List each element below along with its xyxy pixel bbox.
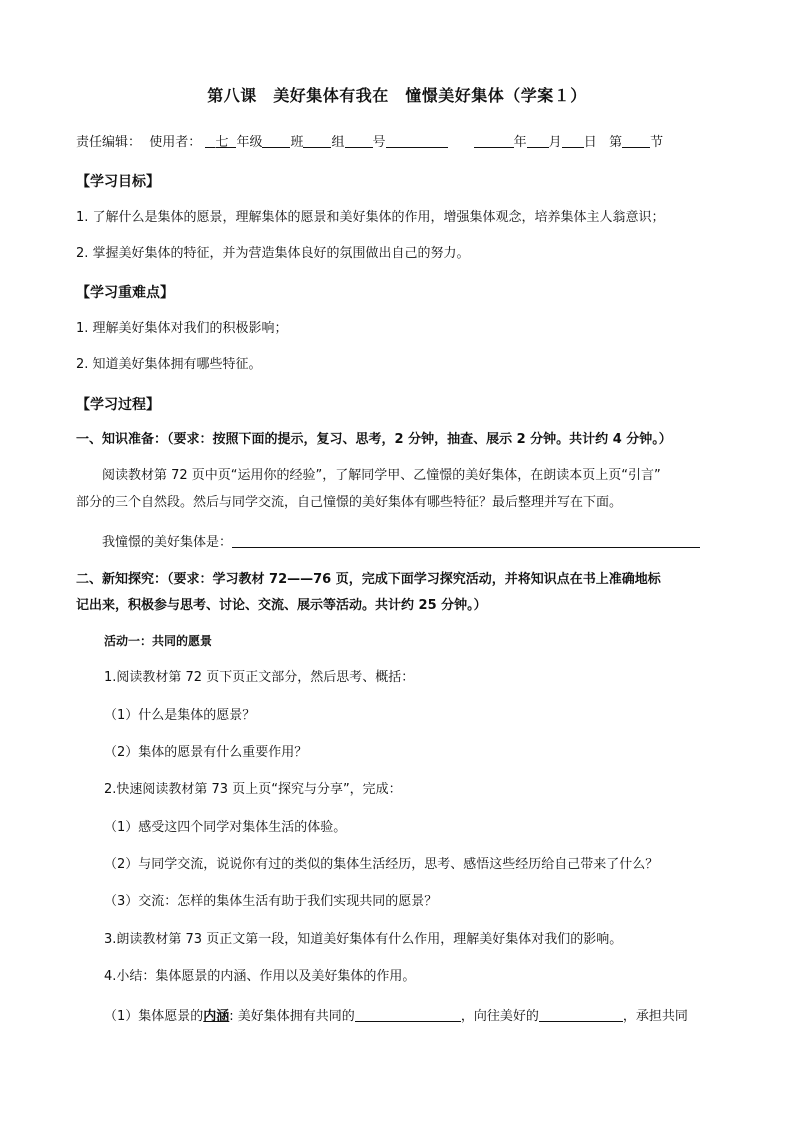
part2-line-6: （2）与同学交流，说说你有过的类似的集体生活经历，思考、感悟这些经历给自己带来了什么？ xyxy=(104,857,659,872)
part2-line-5: （1）感受这四个同学对集体生活的体验。 xyxy=(104,820,347,835)
period-prefix: 第 xyxy=(609,135,623,150)
summary-mid-3: ，承担共同 xyxy=(622,1009,688,1024)
summary-mid-2: ，向往美好的 xyxy=(460,1009,539,1024)
month-label: 月 xyxy=(548,135,562,150)
shared-blank[interactable] xyxy=(355,1007,461,1022)
part1-fill-line xyxy=(102,533,700,553)
number-label: 号 xyxy=(372,135,386,150)
summary-mid-1: : 美好集体拥有共同的 xyxy=(229,1009,355,1024)
key-point-item-1: 1. 理解美好集体对我们的积极影响； xyxy=(76,321,288,336)
grade-value: 七 xyxy=(215,135,229,150)
period-label: 节 xyxy=(650,135,664,150)
day-label: 日 xyxy=(583,135,597,150)
group-blank[interactable] xyxy=(303,133,331,148)
summary-prefix: （1）集体愿景的 xyxy=(104,1009,204,1024)
part2-heading-line-1: 二、新知探究：（要求：学习教材 72——76 页，完成下面学习探究活动，并将知识点在书上准确地标 xyxy=(76,572,661,587)
page-title: 第八课 美好集体有我在 憧憬美好集体（学案１） xyxy=(207,86,587,105)
objective-item-1: 1. 了解什么是集体的愿景，理解集体的愿景和美好集体的作用，增强集体观念，培养集体主人翁意识； xyxy=(76,210,665,225)
editor-label: 责任编辑： xyxy=(76,135,142,150)
part2-line-7: （3）交流：怎样的集体生活有助于我们实现共同的愿景？ xyxy=(104,894,438,909)
class-label: 班 xyxy=(290,135,304,150)
class-blank[interactable] xyxy=(262,133,290,148)
part2-heading-line-2: 记出来，积极参与思考、讨论、交流、展示等活动。共计约 25 分钟。） xyxy=(76,598,487,613)
part2-line-8: 3.朗读教材第 73 页正文第一段，知道美好集体有什么作用，理解美好集体对我们的影响。 xyxy=(104,932,623,947)
activity-1-title: 活动一：共同的愿景 xyxy=(104,634,213,648)
key-points-heading: 【学习重难点】 xyxy=(76,285,174,301)
process-heading: 【学习过程】 xyxy=(76,397,160,413)
part2-line-3: （2）集体的愿景有什么重要作用？ xyxy=(104,745,308,760)
grade-label: 年级 xyxy=(236,135,263,150)
part2-line-1: 1.阅读教材第 72 页下页正文部分，然后思考、概括： xyxy=(104,670,415,685)
part2-line-9: 4.小结：集体愿景的内涵、作用以及美好集体的作用。 xyxy=(104,969,416,984)
part2-line-4: 2.快速阅读教材第 73 页上页“探究与分享”，完成： xyxy=(104,782,402,797)
name-blank[interactable] xyxy=(386,133,448,148)
fill-label: 我憧憬的美好集体是： xyxy=(102,535,233,550)
summary-line-1 xyxy=(104,1007,688,1027)
part1-paragraph-line-1: 阅读教材第 72 页中页“运用你的经验”，了解同学甲、乙憧憬的美好集体，在朗读本页上页“引言” xyxy=(102,468,661,483)
user-label: 使用者： xyxy=(149,135,202,150)
group-label: 组 xyxy=(331,135,345,150)
ideal-collective-blank[interactable] xyxy=(232,533,700,548)
header-info-line xyxy=(76,133,663,153)
objectives-heading: 【学习目标】 xyxy=(76,174,160,190)
summary-emphasis: 内涵 xyxy=(203,1009,230,1024)
year-label: 年 xyxy=(513,135,527,150)
month-blank[interactable] xyxy=(527,133,549,148)
part1-paragraph-line-2: 部分的三个自然段。然后与同学交流，自己憧憬的美好集体有哪些特征？最后整理并写在下面。 xyxy=(76,495,623,510)
part1-heading: 一、知识准备：（要求：按照下面的提示，复习、思考，2 分钟，抽查、展示 2 分钟。共计约 4 分钟。） xyxy=(76,432,672,447)
day-blank[interactable] xyxy=(562,133,584,148)
part2-line-2: （1）什么是集体的愿景？ xyxy=(104,708,256,723)
objective-item-2: 2. 掌握美好集体的特征，并为营造集体良好的氛围做出自己的努力。 xyxy=(76,246,470,261)
period-blank[interactable] xyxy=(622,133,650,148)
year-blank[interactable] xyxy=(474,133,514,148)
aspire-blank[interactable] xyxy=(539,1007,623,1022)
key-point-item-2: 2. 知道美好集体拥有哪些特征。 xyxy=(76,357,262,372)
grade-blank-left[interactable] xyxy=(205,133,215,148)
number-blank[interactable] xyxy=(345,133,373,148)
